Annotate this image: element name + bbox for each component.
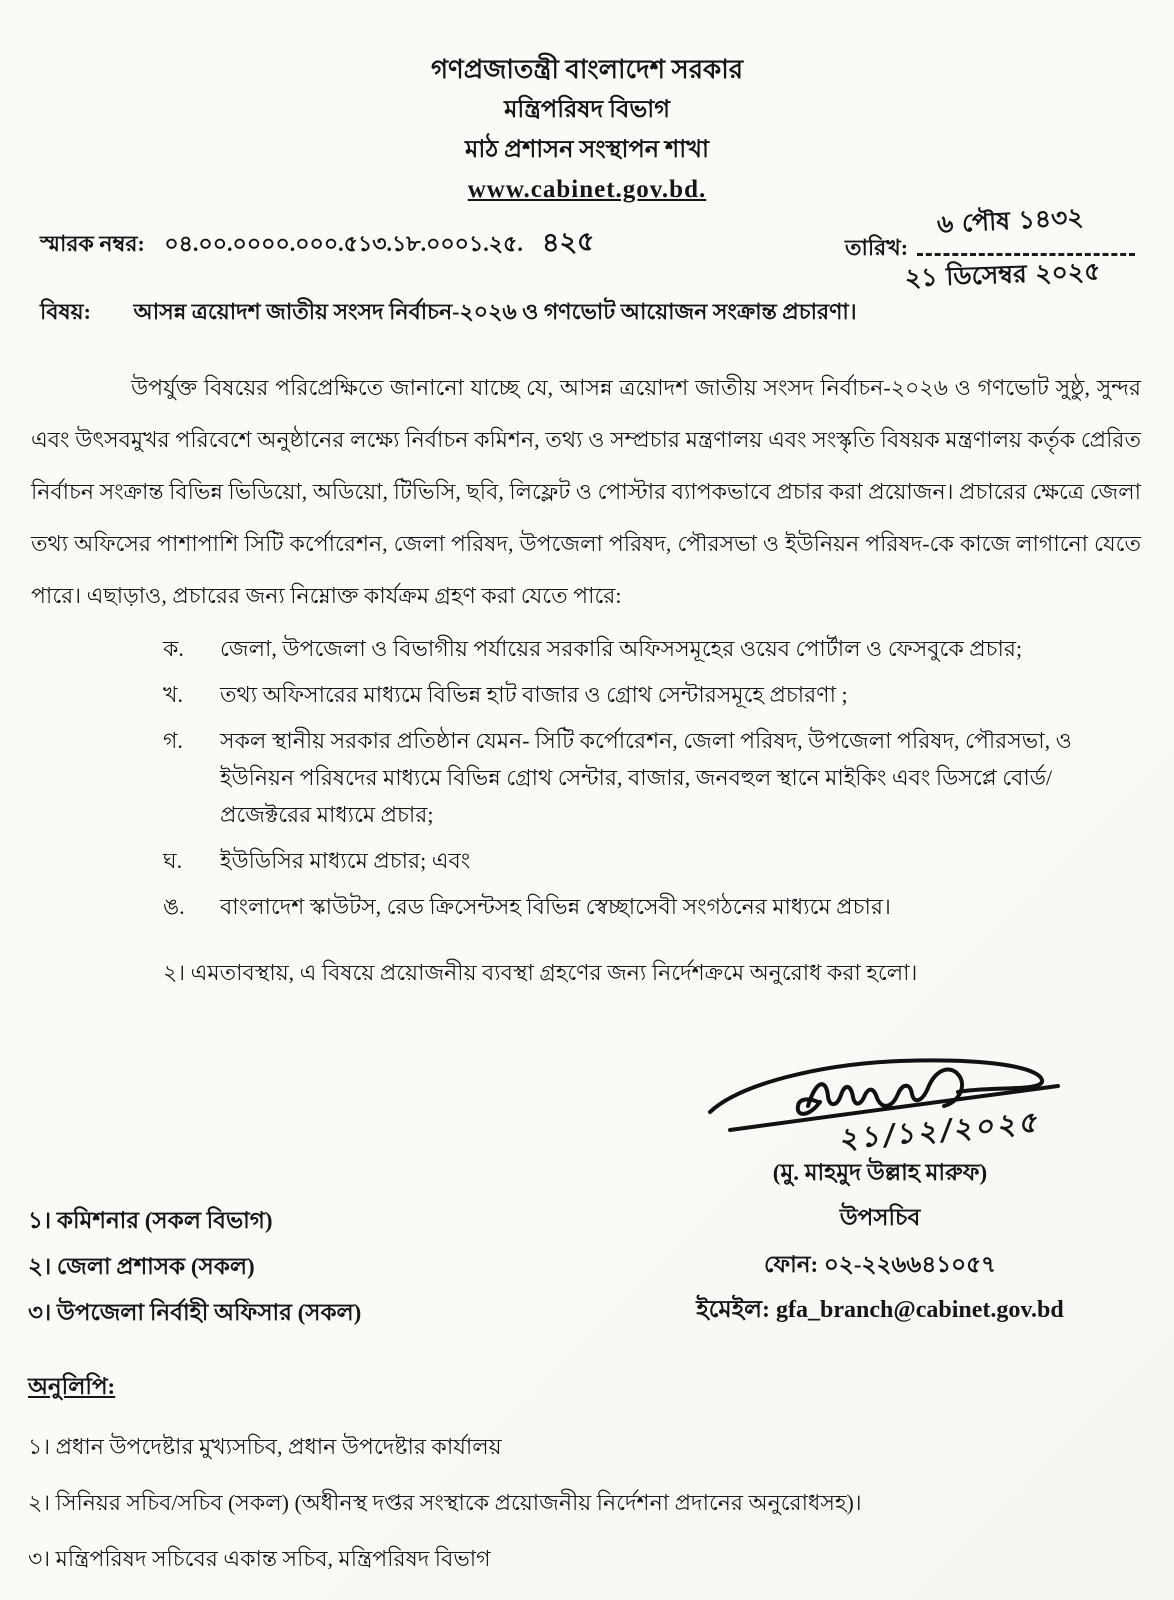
copy-item: ১। প্রধান উপদেষ্টার মুখ্যসচিব, প্রধান উপদেষ্টার কার্যালয় [28, 1434, 502, 1459]
copies-section [28, 1368, 1138, 1575]
list-item-text: সকল স্থানীয় সরকার প্রতিষ্ঠান যেমন- সিটি কর্পোরেশন, জেলা পরিষদ, উপজেলা পরিষদ, পৌরসভা, ও ইউনিয়ন পরিষদের মাধ্যমে বিভিন্ন গ্রোথ সেন্টার, বাজার, জনবহুল স্থানে মাইকিং এবং ডিসপ্লে বোর্ড/ প্রজেক্টরের মাধ্যমে প্রচার; [220, 728, 1072, 827]
list-item-marker: ঙ. [163, 894, 185, 919]
list-item [163, 630, 1138, 667]
memo-number-line [40, 222, 595, 267]
subject-text: আসন্ন ত্রয়োদশ জাতীয় সংসদ নির্বাচন-২০২৬ ও গণভোট আয়োজন সংক্রান্ত প্রচারণা। [133, 299, 857, 324]
signatory-email: ইমেইল: gfa_branch@cabinet.gov.bd [696, 1297, 1064, 1323]
division-name: মন্ত্রিপরিষদ বিভাগ [504, 97, 670, 123]
body-paragraph-1: উপর্যুক্ত বিষয়ের পরিপ্রেক্ষিতে জানানো যাচ্ছে যে, আসন্ন ত্রয়োদশ জাতীয় সংসদ নির্বাচন-২০২৬ ও গণভোট সুষ্ঠু, সুন্দর এবং উৎসবমুখর পরিবেশে অনুষ্ঠানের লক্ষ্যে নির্বাচন কমিশন, তথ্য ও সম্প্রচার মন্ত্রণালয় এবং সংস্কৃতি বিষয়ক মন্ত্রণালয় কর্তৃক প্রেরিত নির্বাচন সংক্রান্ত বিভিন্ন ভিডিয়ো, অডিয়ো, টিভিসি, ছবি, লিফ্লেট ও পোস্টার ব্যাপকভাবে প্রচার করা প্রয়োজন। প্রচারের ক্ষেত্রে জেলা তথ্য অফিসের পাশাপাশি সিটি কর্পোরেশন, জেলা পরিষদ, উপজেলা পরিষদ, পৌরসভা ও ইউনিয়ন পরিষদ-কে কাজে লাগানো যেতে পারে। এছাড়াও, প্রচারের জন্য নিম্নোক্ত কার্যক্রম গ্রহণ করা যেতে পারে: [31, 375, 1141, 608]
signature-block [640, 1050, 1120, 1331]
copies-label: অনুলিপি: [28, 1374, 116, 1399]
recipient-item: ৩। উপজেলা নির্বাহী অফিসার (সকল) [28, 1300, 362, 1325]
memo-number-value: ০৪.০০.০০০০.০০০.৫১৩.১৮.০০০১.২৫. [164, 231, 523, 256]
list-item-marker: ক. [163, 636, 184, 661]
letterhead [0, 50, 1174, 210]
recipient-item: ১। কমিশনার (সকল বিভাগ) [28, 1208, 273, 1233]
list-item-marker: গ. [163, 728, 183, 753]
list-item-text: তথ্য অফিসারের মাধ্যমে বিভিন্ন হাট বাজার ও গ্রোথ সেন্টারসমূহে প্রচারণা ; [220, 682, 848, 707]
memo-number-label: স্মারক নম্বর: [40, 231, 145, 256]
list-item [163, 888, 1138, 925]
subject-line [40, 295, 1135, 332]
signatory-designation: উপসচিব [839, 1205, 921, 1230]
recipient-item: ২। জেলা প্রশাসক (সকল) [28, 1254, 255, 1279]
list-item [163, 722, 1138, 833]
signature-date-handwritten: ২১/১২/২০২৫ [839, 1103, 1044, 1156]
date-bangla-handwritten: ৬ পৌষ ১৪৩২ [936, 202, 1085, 239]
activity-list [163, 630, 1138, 934]
copy-item: ২। সিনিয়র সচিব/সচিব (সকল) (অধীনস্থ দপ্তর সংস্থাকে প্রয়োজনীয় নির্দেশনা প্রদানের অনুরোধসহ)। [28, 1490, 862, 1515]
list-item-text: ইউডিসির মাধ্যমে প্রচার; এবং [220, 848, 471, 873]
recipient-list [28, 1198, 468, 1336]
signatory-phone: ফোন: ০২-২২৬৬৪১০৫৭ [763, 1252, 997, 1277]
date-block [845, 202, 1145, 295]
list-item-marker: ঘ. [163, 848, 183, 873]
government-name: গণপ্রজাতন্ত্রী বাংলাদেশ সরকার [430, 55, 744, 84]
list-item-text: জেলা, উপজেলা ও বিভাগীয় পর্যায়ের সরকারি অফিসসমূহের ওয়েব পোর্টাল ও ফেসবুকে প্রচার; [220, 636, 1023, 661]
list-item [163, 676, 1138, 713]
list-item-marker: খ. [163, 682, 183, 707]
copy-item: ৩। মন্ত্রিপরিষদ সচিবের একান্ত সচিব, মন্ত্রিপরিষদ বিভাগ [28, 1546, 491, 1571]
branch-name: মাঠ প্রশাসন সংস্থাপন শাখা [465, 137, 709, 163]
list-item-text: বাংলাদেশ স্কাউটস, রেড ক্রিসেন্টসহ বিভিন্ন স্বেচ্ছাসেবী সংগঠনের মাধ্যমে প্রচার। [220, 894, 891, 919]
memo-serial-handwritten: ৪২৫ [541, 226, 596, 258]
signatory-name: (মু. মাহমুদ উল্লাহ মারুফ) [772, 1160, 988, 1185]
subject-label: বিষয়: [40, 299, 91, 324]
list-item [163, 842, 1138, 879]
date-gregorian-handwritten: ২১ ডিসেম্বর ২০২৫ [904, 256, 1101, 293]
date-label: তারিখ: [845, 235, 909, 260]
website-url: www.cabinet.gov.bd. [467, 176, 707, 203]
body-paragraph-2: ২। এমতাবস্থায়, এ বিষয়ে প্রয়োজনীয় ব্যবস্থা গ্রহণের জন্য নির্দেশক্রমে অনুরোধ করা হলো। [163, 960, 918, 985]
